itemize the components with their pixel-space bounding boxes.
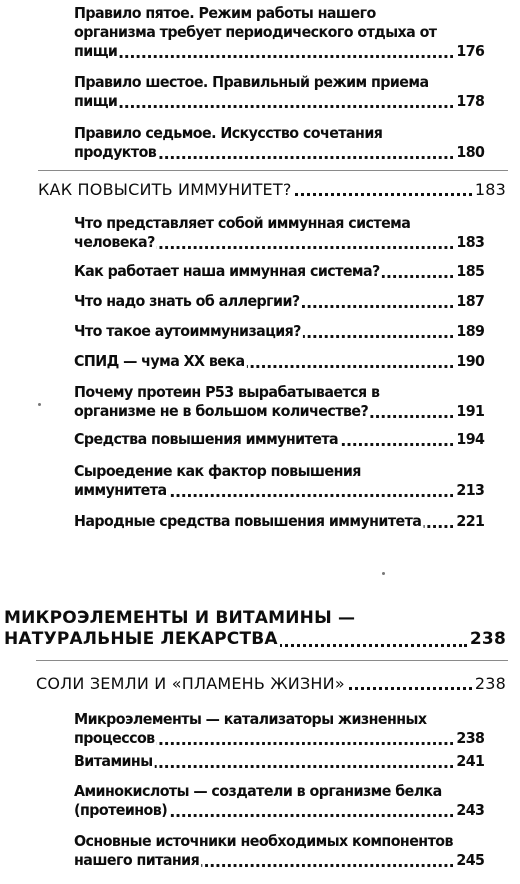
entry-title: Почему протеин P53 вырабатывается в организме не в большом количестве? (74, 383, 380, 420)
page-number: 194 (456, 430, 485, 448)
page-number: 187 (456, 292, 485, 310)
section-title: КАК ПОВЫСИТЬ ИММУНИТЕТ? (38, 180, 292, 199)
toc-entry (74, 73, 484, 111)
toc-entry (74, 322, 484, 341)
entry-title: Правило пятое. Режим работы нашего организма требует периодического отдыха от пищи (74, 4, 437, 60)
entry-title: Правило седьмое. Искусство сочетания продуктов (74, 124, 383, 161)
entry-title: Народные средства повышения иммунитета (74, 512, 422, 530)
toc-entry (74, 262, 484, 281)
page-number: 245 (456, 851, 485, 869)
entry-title: Основные источники необходимых компонентов нашего питания (74, 832, 453, 869)
section-title: СОЛИ ЗЕМЛИ И «ПЛАМЕНЬ ЖИЗНИ» (36, 674, 345, 693)
divider (38, 170, 508, 171)
page-number: 238 (474, 674, 506, 693)
page-number: 178 (456, 92, 485, 110)
toc-entry (74, 124, 484, 162)
entry-title: Что надо знать об аллергии? (74, 292, 300, 310)
toc-entry (74, 292, 484, 311)
toc-entry (74, 430, 484, 449)
page-number: 189 (456, 322, 485, 340)
entry-title: Сыроедение как фактор повышения иммунитета (74, 462, 361, 499)
entry-title: СПИД — чума XX века (74, 352, 245, 370)
toc-entry (74, 782, 484, 820)
toc-entry (74, 352, 484, 371)
entry-title: Микроэлементы — катализаторы жизненных процессов (74, 710, 427, 747)
print-speck (382, 572, 385, 575)
page-number: 243 (456, 801, 485, 819)
divider (36, 660, 508, 661)
entry-title: Как работает наша иммунная система? (74, 262, 380, 280)
toc-section (38, 180, 506, 199)
page-number: 190 (456, 352, 485, 370)
entry-title: Витамины (74, 752, 153, 770)
entry-title: Что такое аутоиммунизация? (74, 322, 301, 340)
page-number: 221 (456, 512, 485, 530)
toc-entry (74, 512, 484, 531)
toc-entry (74, 4, 484, 61)
page-number: 183 (456, 233, 485, 251)
print-speck (38, 403, 41, 406)
page-number: 183 (474, 180, 506, 199)
page-number: 185 (456, 262, 485, 280)
entry-title: Аминокислоты — создатели в организме белка (протеинов) (74, 782, 442, 819)
toc-entry (74, 383, 484, 421)
toc-entry (74, 462, 484, 500)
entry-title: Средства повышения иммунитета (74, 430, 339, 448)
page-number: 191 (456, 402, 485, 420)
toc-section (36, 674, 506, 693)
toc-entry (74, 832, 484, 870)
page-number: 180 (456, 143, 485, 161)
page-number: 241 (456, 752, 485, 770)
page-number: 238 (469, 629, 506, 649)
dot-leader (74, 105, 454, 108)
entry-title: Правило шестое. Правильный режим приема пищи (74, 73, 429, 110)
page-number: 213 (456, 481, 485, 499)
entry-title: Что представляет собой иммунная система человека? (74, 214, 411, 251)
toc-entry (74, 752, 484, 771)
dot-leader (74, 55, 454, 58)
page-number: 238 (456, 729, 485, 747)
chapter-title: МИКРОЭЛЕМЕНТЫ И ВИТАМИНЫ — НАТУРАЛЬНЫЕ ЛЕКАРСТВА (4, 608, 356, 649)
page-number: 176 (456, 42, 485, 60)
toc-chapter (4, 608, 506, 650)
toc-entry (74, 214, 484, 252)
toc-entry (74, 710, 484, 748)
